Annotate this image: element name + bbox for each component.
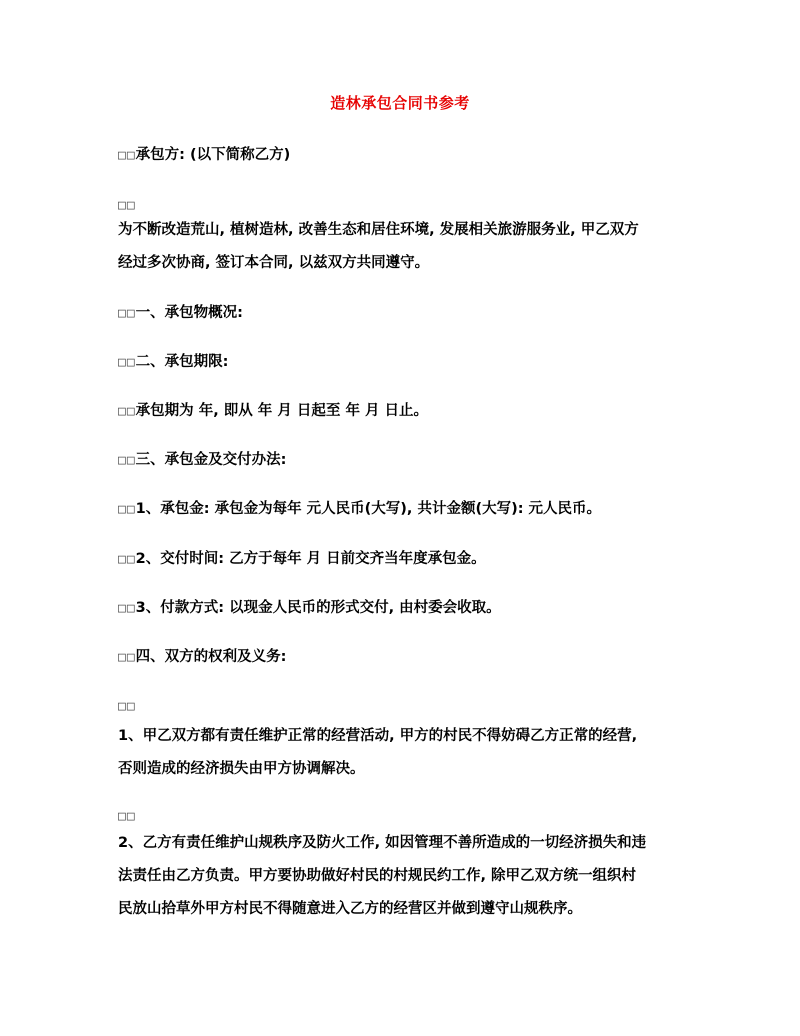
fee-text-3: 3、付款方式: 以现金人民币的形式交付, 由村委会收取。 <box>135 600 501 616</box>
duty-1-line-b: 否则造成的经济损失由甲方协调解决。 <box>118 761 365 777</box>
empty-placeholder-line <box>118 196 688 215</box>
section-1-text: 一、承包物概况: <box>135 305 243 321</box>
fee-line-2 <box>118 550 688 569</box>
placeholder-mark: □□ <box>118 650 136 665</box>
section-3-text: 三、承包金及交付办法: <box>135 452 287 468</box>
placeholder-mark: □□ <box>118 453 136 468</box>
section-1-heading <box>118 304 688 323</box>
empty-placeholder-line <box>118 807 688 826</box>
placeholder-mark: □□ <box>118 404 136 419</box>
placeholder-mark: □□ <box>118 148 136 163</box>
term-text: 承包期为 年, 即从 年 月 日起至 年 月 日止。 <box>135 403 429 419</box>
fee-line-1 <box>118 500 688 519</box>
contractor-text: 承包方: (以下简称乙方) <box>135 147 291 163</box>
placeholder-mark: □□ <box>118 198 136 213</box>
intro-line-1: 为不断改造荒山, 植树造林, 改善生态和居住环境, 发展相关旅游服务业, 甲乙双方 <box>118 222 639 238</box>
fee-text-2: 2、交付时间: 乙方于每年 月 日前交齐当年度承包金。 <box>135 551 486 567</box>
placeholder-mark: □□ <box>118 699 136 714</box>
placeholder-mark: □□ <box>118 601 136 616</box>
empty-placeholder-line <box>118 697 688 716</box>
section-2-text: 二、承包期限: <box>135 354 229 370</box>
placeholder-mark: □□ <box>118 306 136 321</box>
placeholder-mark: □□ <box>118 355 136 370</box>
fee-line-3 <box>118 599 688 618</box>
duty-1-line-a: 1、甲乙双方都有责任维护正常的经营活动, 甲方的村民不得妨碍乙方正常的经营, <box>118 728 638 744</box>
section-2-heading <box>118 353 688 372</box>
placeholder-mark: □□ <box>118 502 136 517</box>
placeholder-mark: □□ <box>118 552 136 567</box>
term-line <box>118 402 688 421</box>
section-4-text: 四、双方的权利及义务: <box>135 649 287 665</box>
section-3-heading <box>118 451 688 470</box>
contractor-line <box>118 146 688 165</box>
placeholder-mark: □□ <box>118 809 136 824</box>
duty-2-line-a: 2、乙方有责任维护山规秩序及防火工作, 如因管理不善所造成的一切经济损失和违 <box>118 835 647 851</box>
intro-line-2: 经过多次协商, 签订本合同, 以兹双方共同遵守。 <box>118 255 430 271</box>
document-title: 造林承包合同书参考 <box>330 94 470 112</box>
duty-2-line-b: 法责任由乙方负责。甲方要协助做好村民的村规民约工作, 除甲乙双方统一组织村 <box>118 868 637 884</box>
fee-text-1: 1、承包金: 承包金为每年 元人民币(大写), 共计金额(大写): 元人民币。 <box>135 501 602 517</box>
duty-2-line-c: 民放山拾草外甲方村民不得随意进入乙方的经营区并做到遵守山规秩序。 <box>118 901 582 917</box>
section-4-heading <box>118 648 688 667</box>
